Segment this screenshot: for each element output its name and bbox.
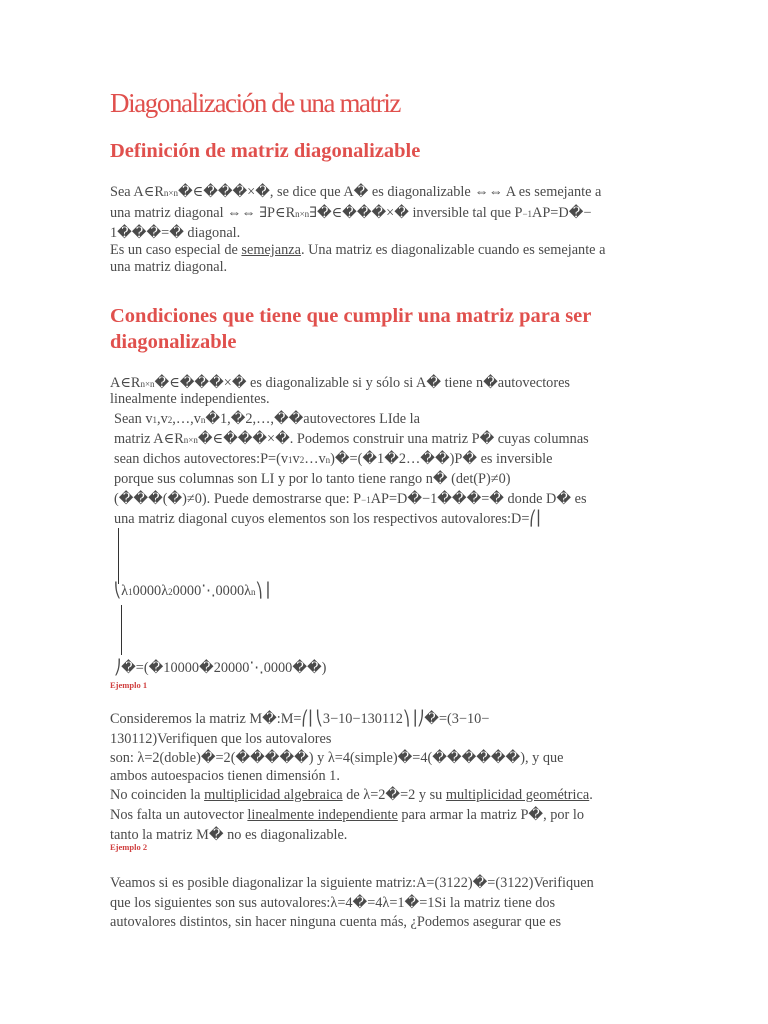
text: ,v	[157, 411, 168, 427]
text: AP=D�−	[532, 205, 592, 221]
example-2-line-2: que los siguientes son sus autovalores:λ=4�=4λ=1�=1Si la matriz tiene dos	[110, 895, 556, 911]
text: sean dichos autovectores:P=(v	[114, 451, 289, 467]
subscript: 2	[167, 415, 173, 425]
example-1-line-6	[110, 806, 584, 825]
conditions-line-7	[114, 490, 587, 510]
matrix-bracket-lower	[121, 605, 122, 655]
section-heading-definition: Definición de matriz diagonalizable	[110, 140, 421, 162]
multiplicidad-geometrica-link[interactable]: multiplicidad geométrica	[445, 787, 590, 803]
text: de λ=2�=2 y su	[342, 787, 446, 803]
example-2-line-3: autovalores distintos, sin hacer ninguna cuenta más, ¿Podemos asegurar que es	[110, 914, 562, 930]
conditions-line-8: una matriz diagonal cuyos elementos son los respectivos autovalores:D=⎛⎜	[114, 511, 544, 527]
text: Sea A∈R	[110, 184, 164, 200]
text: �∈���×�, se dice que A� es diagonalizable ⇔⇔ A es semejante a	[177, 184, 602, 200]
example-2-label: Ejemplo 2	[110, 842, 148, 852]
text: v	[292, 451, 300, 467]
subscript: n	[325, 455, 331, 465]
text: . Una matriz es diagonalizable cuando es semejante a	[300, 242, 606, 258]
example-1-line-4: ambos autoespacios tienen dimensión 1.	[110, 768, 340, 784]
conditions-line-3	[114, 410, 420, 430]
subscript: 1	[288, 455, 293, 465]
multiplicidad-algebraica-link[interactable]: multiplicidad algebraica	[204, 787, 343, 803]
text: ⎞⎟	[255, 583, 270, 599]
conditions-line-6: porque sus columnas son LI y por lo tanto tiene rango n� (det(P)≠0)	[114, 471, 511, 487]
example-1-line-2: 130112)Verifiquen que los autovalores	[110, 731, 332, 747]
text: …v	[304, 451, 326, 467]
text: una matriz diagonal ⇔⇔ ∃P∈R	[110, 205, 296, 221]
text: ∃�∈���×� inversible tal que P	[309, 205, 523, 221]
definition-line-2	[110, 204, 591, 224]
text: 0000⋱0000λ	[172, 583, 252, 599]
subscript: n×n	[140, 379, 155, 389]
subscript: 1	[152, 415, 158, 425]
text: (���(�)≠0). Puede demostrarse que: P	[114, 491, 362, 507]
definition-line-3: 1���=� diagonal.	[110, 225, 241, 241]
subscript: n×n	[163, 188, 178, 198]
subscript: n	[200, 415, 206, 425]
conditions-line-5	[114, 450, 552, 470]
matrix-bracket-upper	[118, 528, 119, 584]
example-2-line-1: Veamos si es posible diagonalizar la siguiente matriz:A=(3122)�=(3122)Verifiquen	[110, 875, 594, 891]
example-1-line-5	[110, 786, 593, 805]
text: Sean v	[114, 411, 153, 427]
matrix-end-line: ⎠�=(�10000�20000⋱0000��)	[114, 660, 327, 676]
subscript: n	[251, 587, 256, 597]
example-1-label: Ejemplo 1	[110, 680, 148, 690]
text: A∈R	[110, 375, 141, 391]
subscript: −1	[522, 209, 533, 219]
text: .	[589, 787, 593, 803]
text: Nos falta un autovector	[110, 807, 248, 823]
section-heading-conditions-cont: diagonalizable	[110, 331, 237, 353]
text: �1,�2,…,��autovectores LIde la	[205, 411, 420, 427]
text: 0000λ	[132, 583, 169, 599]
text: No coinciden la	[110, 787, 205, 803]
subscript: 2	[299, 455, 305, 465]
text: ,…,v	[172, 411, 201, 427]
semejanza-link[interactable]: semejanza	[241, 242, 301, 258]
subscript: n×n	[295, 209, 310, 219]
text: )�=(�1�2…��)P� es inversible	[330, 451, 553, 467]
text: para armar la matriz P�, por lo	[397, 807, 584, 823]
text: AP=D�−1���=� donde D� es	[370, 491, 587, 507]
example-1-line-3: son: λ=2(doble)�=2(�����) y λ=4(simple)�=4(������), y que	[110, 750, 564, 766]
subscript: 2	[168, 587, 173, 597]
subscript: 1	[128, 587, 133, 597]
linealmente-independiente-link[interactable]: linealmente independiente	[247, 807, 398, 823]
definition-line-1	[110, 183, 601, 203]
page-title: Diagonalización de una matriz	[110, 88, 401, 118]
example-1-line-7: tanto la matriz M� no es diagonalizable.	[110, 827, 348, 843]
text: �∈���×�. Podemos construir una matriz P� cuyas columnas	[197, 431, 589, 447]
text: Es un caso especial de	[110, 242, 242, 258]
conditions-line-4	[114, 430, 589, 450]
text: �∈���×� es diagonalizable si y sólo si A� tiene n�autovectores	[154, 375, 570, 391]
example-1-line-1: Consideremos la matriz M�:M=⎛⎜⎝3−10−130112⎞⎟⎠�=(3−10−	[110, 711, 490, 727]
matrix-diagonal-line	[114, 582, 270, 602]
definition-line-5: una matriz diagonal.	[110, 259, 228, 275]
text: matriz A∈R	[114, 431, 184, 447]
section-heading-conditions: Condiciones que tiene que cumplir una matriz para ser	[110, 305, 592, 327]
conditions-line-2: linealmente independientes.	[110, 391, 270, 407]
subscript: −1	[361, 495, 371, 505]
subscript: n×n	[183, 435, 198, 445]
text: ⎝λ	[114, 583, 129, 599]
